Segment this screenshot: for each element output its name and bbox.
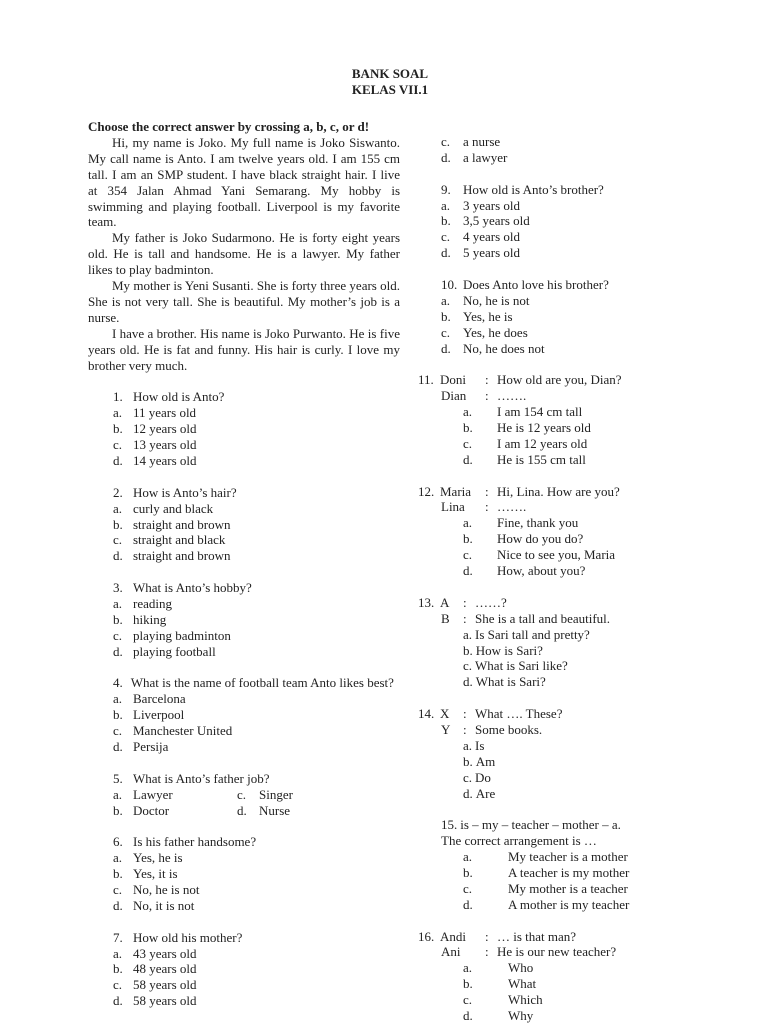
option-letter: d. [113, 993, 123, 1009]
text-line [418, 245, 648, 261]
text-line [418, 897, 648, 913]
document-subtitle: KELAS VII.1 [351, 82, 429, 97]
text-line [88, 691, 400, 707]
option-letter: c. [463, 880, 473, 896]
text-line [88, 437, 400, 453]
text-line [418, 277, 648, 293]
speaker: Andi [440, 928, 466, 944]
text-line [418, 722, 648, 738]
dialog-text: What …. These? [475, 706, 563, 722]
option-text: A teacher is my mother [508, 864, 630, 880]
question-stem [441, 817, 621, 833]
question-number: 9. [441, 181, 451, 197]
option-text: What is Sari? [475, 674, 546, 690]
text-line [88, 803, 400, 819]
option-letter: c. [441, 134, 451, 149]
option-text: Nice to see you, Maria [497, 547, 616, 563]
text-line [88, 707, 400, 723]
option-text: playing badminton [133, 627, 231, 643]
text-line [418, 134, 648, 150]
option-text: Yes, he is [463, 308, 513, 324]
dialog-text: … is that man? [497, 928, 577, 944]
speaker: Ani [441, 944, 461, 960]
colon: : [463, 610, 467, 626]
option-letter: a. [113, 500, 123, 516]
option-text: curly and black [133, 500, 214, 516]
option-text: Why [508, 1007, 534, 1023]
text-line [418, 420, 648, 436]
right-column [418, 134, 648, 1024]
option-letter: c. [441, 324, 451, 340]
option-letter: d. [113, 643, 123, 659]
option [463, 627, 590, 643]
dialog-text: How old are you, Dian? [497, 372, 622, 388]
text-line [88, 485, 400, 501]
option-letter: d. [463, 785, 473, 801]
option [463, 643, 543, 659]
speaker: Y [441, 721, 451, 737]
dialog-text: She is a tall and beautiful. [475, 610, 611, 626]
text-line [88, 882, 400, 898]
text-line [418, 611, 648, 627]
reading-paragraph: I have a brother. His name is Joko Purwanto. He is five years old. He is fat and funny. His hair is curly. I love my brother very much. [88, 325, 400, 373]
text-line [418, 499, 648, 515]
text-line [418, 293, 648, 309]
text-line [418, 436, 648, 452]
option [418, 786, 648, 802]
dialog-text: Hi, Lina. How are you? [497, 483, 620, 499]
text-line [418, 515, 648, 531]
option-letter: a. [463, 849, 473, 865]
option-text: My teacher is a mother [508, 849, 628, 865]
option-letter: d. [463, 451, 473, 467]
speaker: Maria [440, 483, 472, 499]
option-text: 48 years old [133, 961, 197, 977]
option-letter: d. [463, 896, 473, 912]
text-line [88, 723, 400, 739]
option-letter: b. [463, 976, 473, 992]
question-number: 10. [441, 277, 458, 293]
option-text: Persija [133, 739, 169, 754]
option-text: No, he does not [463, 340, 545, 356]
question [88, 485, 400, 564]
text-line [88, 787, 400, 803]
text-line [418, 849, 648, 865]
text-line [88, 405, 400, 421]
option-text: straight and brown [133, 548, 231, 564]
question-text: How old his mother? [133, 929, 243, 945]
option-text: I am 154 cm tall [497, 404, 583, 420]
option-letter: c. [463, 547, 473, 563]
option-letter: d. [237, 802, 247, 818]
text-line [418, 992, 648, 1008]
option-text: a lawyer [463, 149, 508, 165]
option-letter: a. [463, 960, 473, 976]
option-letter: c. [463, 658, 473, 674]
option-letter: d. [463, 674, 473, 690]
text-line [418, 960, 648, 976]
speaker: X [440, 706, 450, 722]
text-line [418, 976, 648, 992]
option-text: 12 years old [133, 421, 197, 437]
text-line [418, 388, 648, 404]
option-letter: b. [463, 420, 473, 436]
colon: : [463, 721, 467, 737]
text-line [88, 961, 400, 977]
text-line [88, 898, 400, 914]
colon: : [485, 499, 489, 515]
text-line [88, 389, 400, 405]
question [88, 580, 400, 659]
option-letter: b. [463, 531, 473, 547]
text-line [418, 341, 648, 357]
text-line [418, 865, 648, 881]
option-letter: a. [463, 626, 473, 642]
option [418, 754, 648, 770]
question [88, 389, 400, 468]
option-letter: c. [113, 723, 123, 739]
option-text: straight and brown [133, 516, 231, 532]
reading-paragraph: Hi, my name is Joko. My full name is Joko Siswanto. My call name is Anto. I am twelve years old. I am 155 cm tall. I am an SMP student. I have black straight hair. I live at 354 Jalan Ahmad Yani Semarang. My hobby is swimming and playing football. Liverpool is my favorite team. [88, 134, 400, 230]
option [463, 738, 484, 754]
option-letter: a. [113, 691, 123, 707]
option-letter: b. [113, 866, 123, 882]
question-text: How old is Anto’s brother? [463, 181, 604, 197]
option-letter: d. [463, 1007, 473, 1023]
option-text: Singer [259, 786, 293, 802]
colon: : [463, 594, 467, 610]
text-line [418, 1008, 648, 1024]
option-letter: b. [463, 642, 473, 658]
question-number: 3. [113, 580, 123, 596]
option-letter: b. [113, 611, 123, 627]
question-number: 12. [418, 483, 435, 499]
question-text: How is Anto’s hair? [133, 484, 237, 500]
question [418, 484, 648, 579]
instruction: Choose the correct answer by crossing a, b, c, or d! [88, 119, 370, 134]
option [463, 754, 495, 770]
text-line [88, 532, 400, 548]
question-number: 11. [418, 372, 434, 388]
text-line [88, 993, 400, 1009]
option-text: Yes, he does [463, 324, 528, 340]
option-text: Yes, he is [133, 850, 183, 866]
question-text: is – my – teacher – mother – a. [460, 817, 621, 833]
option-text: Am [475, 753, 496, 769]
option-text: hiking [133, 611, 167, 627]
question-number: 4. [113, 675, 123, 691]
left-column [88, 119, 400, 1009]
dialog-text: ……? [475, 594, 507, 610]
option-text: Yes, it is [133, 866, 178, 882]
option-text: Doctor [133, 802, 170, 818]
question-text: What is Anto’s hobby? [133, 580, 252, 596]
text-line [88, 628, 400, 644]
text-line [88, 644, 400, 660]
text-line [88, 612, 400, 628]
question-number: 14. [418, 706, 435, 722]
text-line [88, 421, 400, 437]
dialog-text: ……. [497, 388, 527, 404]
question [88, 930, 400, 1009]
option-text: Are [475, 785, 496, 801]
option-letter: a. [113, 405, 123, 421]
option [463, 674, 546, 690]
text-line [418, 198, 648, 214]
text-line [88, 977, 400, 993]
text-line [88, 771, 400, 787]
text-line [88, 866, 400, 882]
document-title: BANK SOAL [351, 66, 429, 81]
text-line [418, 881, 648, 897]
speaker: Dian [441, 388, 467, 404]
colon: : [485, 388, 489, 404]
option-text: What is Sari like? [475, 658, 568, 674]
option-letter: a. [463, 515, 473, 531]
option-text: 11 years old [133, 405, 197, 421]
text-line [418, 595, 648, 611]
question-number: 16. [418, 928, 435, 944]
text-line [88, 739, 400, 755]
option-letter: c. [237, 786, 247, 802]
question [418, 372, 648, 467]
question-text: What is Anto’s father job? [133, 770, 270, 786]
question-stem [88, 675, 400, 691]
option-text: What [508, 976, 537, 992]
text-line [418, 309, 648, 325]
option-letter: a. [113, 850, 123, 866]
option-text: Is [475, 737, 485, 753]
text-line [88, 850, 400, 866]
text-line [418, 944, 648, 960]
option-letter: d. [441, 245, 451, 261]
text-line [418, 404, 648, 420]
text-line [418, 531, 648, 547]
colon: : [463, 706, 467, 722]
colon: : [485, 928, 489, 944]
question-number: 6. [113, 834, 123, 850]
option [418, 738, 648, 754]
text-line [418, 547, 648, 563]
question [88, 834, 400, 913]
option [418, 658, 648, 674]
text-line [418, 372, 648, 388]
question-text: Does Anto love his brother? [463, 277, 609, 293]
question-text: Is his father handsome? [133, 834, 257, 850]
option [463, 786, 495, 802]
option-letter: a. [113, 786, 123, 802]
option-text: Manchester United [133, 723, 233, 739]
option-text: A mother is my teacher [508, 896, 630, 912]
text-line [418, 563, 648, 579]
text-line [418, 929, 648, 945]
option-text: Do [475, 769, 491, 785]
option-letter: d. [441, 149, 451, 165]
option-text: How is Sari? [475, 642, 543, 658]
text-line [418, 182, 648, 198]
option-letter: b. [113, 421, 123, 437]
option [463, 658, 568, 674]
colon: : [485, 372, 489, 388]
question-prompt: The correct arrangement is … [441, 833, 597, 849]
text-line [418, 833, 648, 849]
option-text: 13 years old [133, 437, 197, 453]
option-letter: d. [113, 897, 123, 913]
option-text: Nurse [259, 802, 291, 818]
speaker: A [440, 594, 450, 610]
option-text: My mother is a teacher [508, 880, 628, 896]
option-letter: a. [441, 197, 451, 213]
option-letter: b. [441, 213, 451, 229]
colon: : [485, 483, 489, 499]
option [418, 770, 648, 786]
question [418, 277, 648, 356]
option-text: How do you do? [497, 531, 584, 547]
option-text: Liverpool [133, 707, 185, 723]
option-text: No, he is not [463, 292, 530, 308]
option-text: I am 12 years old [497, 435, 588, 451]
option [418, 627, 648, 643]
option-text: 3,5 years old [463, 213, 530, 229]
option-letter: c. [113, 532, 123, 548]
option-text: reading [133, 595, 172, 611]
option-letter: d. [113, 452, 123, 468]
text-line [88, 548, 400, 564]
question [418, 706, 648, 801]
question-number: 15. [441, 817, 458, 833]
option-letter: c. [463, 992, 473, 1008]
option-text: Barcelona [133, 691, 186, 707]
option-letter: a. [441, 292, 451, 308]
option-text: How, about you? [497, 563, 586, 579]
colon: : [485, 944, 489, 960]
option-letter: c. [463, 769, 473, 785]
option-letter: b. [113, 707, 123, 723]
option-letter: a. [463, 737, 473, 753]
option-text: straight and black [133, 532, 226, 548]
text-line [88, 930, 400, 946]
reading-paragraph: My mother is Yeni Susanti. She is forty three years old. She is not very tall. She is beautiful. My mother’s job is a nurse. [88, 278, 400, 325]
question-stem [418, 817, 648, 833]
speaker: Lina [441, 499, 465, 515]
option-text: 4 years old [463, 229, 521, 245]
text-line [418, 452, 648, 468]
option-text: Which [508, 992, 543, 1008]
dialog-text: Some books. [475, 721, 543, 737]
question-number: 1. [113, 389, 123, 405]
text-line [418, 229, 648, 245]
option-letter: c. [113, 437, 123, 453]
text-line [88, 580, 400, 596]
option-letter: c. [463, 435, 473, 451]
text-line [418, 150, 648, 166]
text-line [418, 325, 648, 341]
option-text: Lawyer [133, 786, 173, 802]
option-letter: a. [113, 945, 123, 961]
text-line [418, 213, 648, 229]
option-text: Fine, thank you [497, 515, 579, 531]
option-letter: d. [113, 548, 123, 564]
question [418, 182, 648, 261]
option-letter: c. [113, 977, 123, 993]
option-letter: c. [113, 882, 123, 898]
text-line [88, 501, 400, 517]
question-text: What is the name of football team Anto likes best? [130, 675, 394, 691]
question [418, 595, 648, 690]
option-text: a nurse [463, 134, 501, 149]
option-text: Who [508, 960, 534, 976]
option-letter: d. [441, 340, 451, 356]
question-number: 13. [418, 594, 435, 610]
text-line [88, 946, 400, 962]
text-line [88, 517, 400, 533]
option-letter: a. [463, 404, 473, 420]
question-number: 7. [113, 929, 123, 945]
question [88, 771, 400, 819]
dialog-text: He is our new teacher? [497, 944, 617, 960]
option-text: He is 155 cm tall [497, 451, 586, 467]
option-text: 43 years old [133, 945, 197, 961]
question [418, 929, 648, 1024]
speaker: Doni [440, 372, 466, 388]
option-text: 3 years old [463, 197, 521, 213]
option-text: No, he is not [133, 882, 200, 898]
option-text: Is Sari tall and pretty? [475, 626, 590, 642]
option-letter: a. [113, 595, 123, 611]
option-letter: b. [441, 308, 451, 324]
speaker: B [441, 610, 450, 626]
option-letter: b. [463, 864, 473, 880]
text-line [88, 596, 400, 612]
option-letter: c. [113, 627, 123, 643]
option-text: 58 years old [133, 993, 197, 1009]
question [418, 134, 648, 166]
option [463, 770, 491, 786]
option-text: 5 years old [463, 245, 521, 261]
reading-paragraph: My father is Joko Sudarmono. He is forty eight years old. He is tall and handsome. He is a lawyer. My father likes to play badminton. [88, 230, 400, 278]
option-text: No, it is not [133, 897, 195, 913]
text-line [418, 484, 648, 500]
option-letter: d. [463, 563, 473, 579]
dialog-text: ……. [497, 499, 527, 515]
option-text: He is 12 years old [497, 420, 591, 436]
option-letter: b. [113, 961, 123, 977]
option-letter: b. [113, 802, 123, 818]
option-text: 58 years old [133, 977, 197, 993]
option-text: playing football [133, 643, 216, 659]
text-line [88, 453, 400, 469]
question [88, 675, 400, 754]
option-letter: c. [441, 229, 451, 245]
option [418, 643, 648, 659]
option-letter: b. [113, 516, 123, 532]
question-number: 2. [113, 484, 123, 500]
option [418, 674, 648, 690]
option-letter: d. [113, 739, 123, 754]
option-text: 14 years old [133, 452, 197, 468]
text-line [88, 834, 400, 850]
text-line [418, 706, 648, 722]
question [418, 817, 648, 912]
option-letter: b. [463, 753, 473, 769]
question-text: How old is Anto? [133, 389, 225, 405]
question-number: 5. [113, 770, 123, 786]
